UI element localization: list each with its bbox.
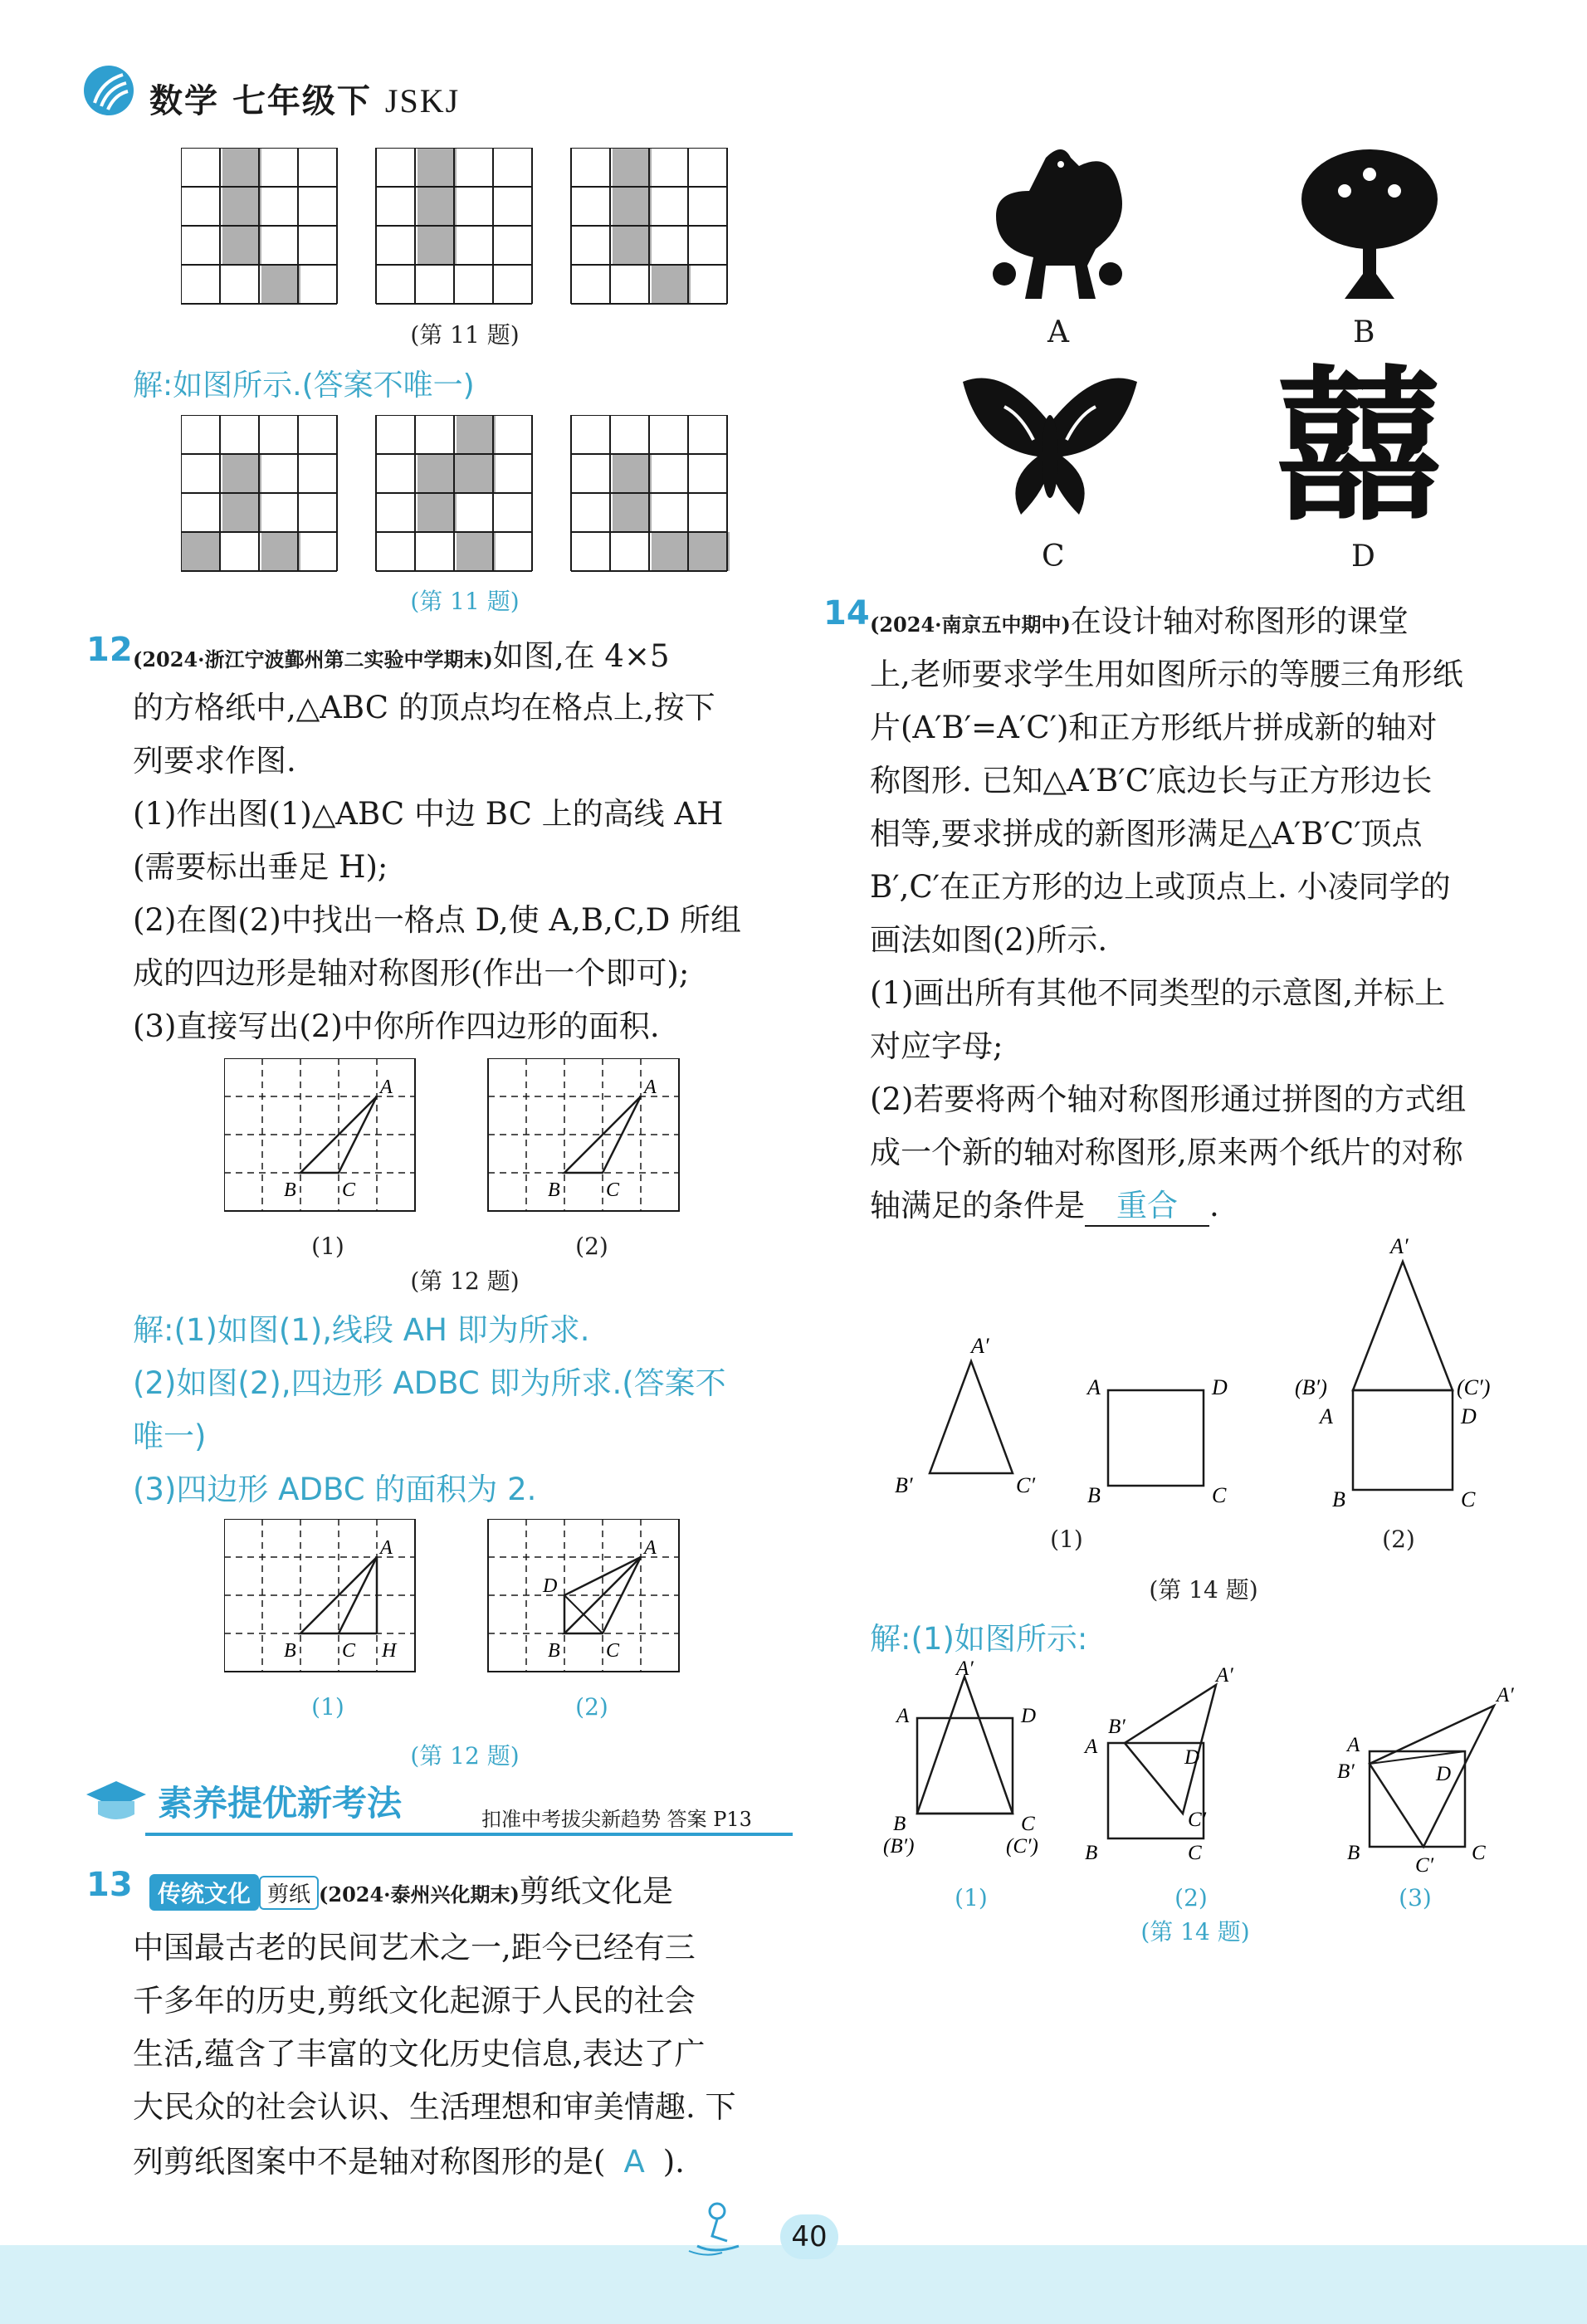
label-B1: B′ [1337,1760,1355,1783]
q14-first-line [870,596,1409,641]
q14-blank-answer: 重合 [1085,1180,1209,1227]
q13-line-2: 生活,蕴含了丰富的文化历史信息,表达了广 [133,2036,706,2072]
label-B: B [284,1640,296,1662]
q14-number: 14 [823,594,870,632]
label-C: C [1461,1487,1476,1511]
q11-question-grids [181,148,745,314]
q14-line-0: 上,老师要求学生用如图所示的等腰三角形纸 [870,657,1463,692]
q14-answer-fig-label-1: (1) [955,1884,988,1911]
label-pC1: (C′) [1457,1375,1491,1399]
label-C: C [1188,1842,1202,1864]
label-B: B [893,1813,906,1835]
label-pB1: (B′) [1295,1375,1327,1399]
q14-answer-figures [880,1660,1544,1876]
q14-line-6: (1)画出所有其他不同类型的示意图,并标上 [870,975,1446,1011]
q13-answer: A [623,2144,645,2180]
label-A: A [380,1537,393,1559]
q12-answer-caption: (第 12 题) [410,1742,520,1770]
q11-answer: 解:如图所示.(答案不唯一) [133,369,475,403]
q11-caption: (第 11 题) [410,321,520,349]
q14-answer-fig-3 [1337,1684,1514,1876]
q13-first-line [149,1866,673,1911]
q14-answer-fig-label-3: (3) [1399,1884,1432,1911]
header-subject: 数学 [149,82,219,120]
q14-last-after: . [1209,1188,1219,1223]
rowing-figure-icon [681,2200,747,2258]
butterfly-papercut-icon [955,365,1145,531]
q13-last-line [133,2136,685,2181]
q12-line-7: (3)直接写出(2)中你所作四边形的面积. [133,1008,660,1044]
q12-line-4: (需要标出垂足 H); [133,849,388,885]
q13-first: 剪纸文化是 [519,1873,673,1909]
q14-line-8: (2)若要将两个轴对称图形通过拼图的方式组 [870,1081,1467,1117]
label-C: C [1021,1813,1035,1835]
q12-question-figures [224,1058,706,1224]
q14-answer-fig-2 [1083,1664,1233,1864]
label-pB1: (B′) [883,1835,915,1858]
header-grade: 七年级下 [232,82,372,120]
q14-line-5: 画法如图(2)所示. [870,922,1108,958]
q14-answer-fig-1 [883,1660,1038,1858]
q13-tag-culture: 传统文化 [149,1874,259,1911]
q12-answer-1: 解:(1)如图(1),线段 AH 即为所求. [133,1312,590,1348]
q11-answer-caption: (第 11 题) [410,588,520,615]
q12-fig-1 [224,1058,415,1211]
option-label-C: C [1042,540,1065,574]
label-A1: A′ [1216,1664,1233,1687]
q13-line-0: 中国最古老的民间艺术之一,距今已经有三 [133,1930,696,1965]
label-B: B [548,1640,560,1662]
q12-answer-fig-label-2: (2) [575,1693,608,1721]
label-C: C [606,1640,620,1662]
q12-line-6: 成的四边形是轴对称图形(作出一个即可); [133,955,690,991]
double-happiness-papercut: 囍 [1275,351,1442,544]
label-B: B [1087,1483,1101,1507]
graduation-cap-icon [83,1776,149,1826]
option-label-B: B [1353,315,1375,349]
q12-fig-label-1: (1) [311,1233,344,1260]
q12-line-0: 如图,在 4×5 [492,638,670,674]
q11-answer-grids [181,415,745,581]
q14-fig-label-2: (2) [1382,1526,1415,1553]
section-answer-ref: 答案 P13 [667,1808,752,1831]
label-A1: A′ [971,1334,989,1358]
q14-line-7: 对应字母; [870,1028,1003,1064]
q11-answer-grid-1 [181,415,337,571]
option-label-A: A [1047,315,1069,349]
q12-answer-fig-label-1: (1) [311,1693,344,1721]
q12-fig-2 [488,1058,679,1211]
label-A: A [1087,1375,1101,1399]
q14-last-before: 轴满足的条件是 [870,1188,1085,1223]
q14-answer-fig-label-2: (2) [1174,1884,1208,1911]
q11-answer-grid-3 [571,415,730,571]
q11-grid-3 [571,148,727,304]
label-D: D [543,1575,558,1597]
q12-number: 12 [86,631,133,669]
q14-last-line [870,1180,1219,1227]
q12-answer-fig-1 [224,1519,415,1672]
q13-number: 13 [86,1866,133,1904]
section-underline [145,1833,793,1836]
label-A: A [644,1077,657,1098]
q13-line-3: 大民众的社会认识、生活理想和审美情趣. 下 [133,2089,736,2125]
q11-grid-1 [181,148,337,304]
label-C: C [606,1179,620,1201]
label-B: B [284,1179,296,1201]
q12-answer-3: 唯一) [133,1418,207,1454]
q14-source: (2024·南京五中期中) [870,613,1071,637]
q14-first: 在设计轴对称图形的课堂 [1070,603,1409,639]
label-D: D [1021,1705,1037,1727]
q12-caption: (第 12 题) [410,1267,520,1295]
logo-icon [83,65,134,116]
label-A: A [1347,1734,1360,1756]
q12-fig-label-2: (2) [575,1233,608,1260]
q14-line-2: 称图形. 已知△A′B′C′底边长与正方形边长 [870,763,1433,798]
label-B: B [1085,1842,1098,1864]
q12-line-2: 列要求作图. [133,743,296,779]
label-A: A [644,1537,657,1559]
q13-line-1: 千多年的历史,剪纸文化起源于人民的社会 [133,1983,696,2019]
label-A: A [896,1705,910,1727]
q12-answer-fig-2 [488,1519,679,1672]
label-C1: C′ [1415,1854,1434,1876]
label-C: C [1212,1483,1227,1507]
q12-line-1: 的方格纸中,△ABC 的顶点均在格点上,按下 [133,690,715,725]
label-B: B [548,1179,560,1201]
q14-caption: (第 14 题) [1149,1576,1258,1604]
q14-line-3: 相等,要求拼成的新图形满足△A′B′C′顶点 [870,816,1423,852]
label-D: D [1436,1763,1452,1785]
q12-answer-2: (2)如图(2),四边形 ADBC 即为所求.(答案不 [133,1365,726,1401]
label-C: C [1472,1842,1486,1864]
q14-answer-caption: (第 14 题) [1140,1918,1250,1946]
label-A: A [380,1077,393,1098]
option-label-D: D [1351,540,1375,574]
q14-line-4: B′,C′在正方形的边上或顶点上. 小凌同学的 [870,869,1451,905]
tree-papercut-icon [1295,141,1444,307]
label-A1: A′ [956,1660,974,1680]
label-B1: B′ [895,1473,913,1497]
q12-answer-4: (3)四边形 ADBC 的面积为 2. [133,1472,537,1507]
section-subtitle [481,1803,752,1832]
q14-fig-square [1086,1375,1228,1507]
label-A: A [1320,1404,1333,1428]
q14-fig-2 [1295,1234,1490,1511]
q14-line-1: 片(A′B′=A′C′)和正方形纸片拼成新的轴对 [870,710,1438,745]
label-A: A [1085,1736,1098,1758]
page-number: 40 [780,2214,838,2259]
q14-answer-line: 解:(1)如图所示: [870,1621,1088,1657]
label-pC1: (C′) [1006,1835,1038,1858]
label-B: B [1332,1487,1345,1511]
q12-line-3: (1)作出图(1)△ABC 中边 BC 上的高线 AH [133,796,724,832]
q12-answer-figures [224,1519,706,1685]
q14-line-9: 成一个新的轴对称图形,原来两个纸片的对称 [870,1135,1463,1170]
label-B: B [1347,1842,1360,1864]
q13-tag-papercut: 剪纸 [259,1876,319,1910]
label-A1: A′ [1390,1234,1409,1258]
label-B1: B′ [1108,1716,1126,1738]
q14-fig-label-1: (1) [1050,1526,1083,1553]
label-D: D [1184,1746,1200,1769]
q14-question-figures [880,1228,1527,1544]
q13-source: (2024·泰州兴化期末) [319,1882,520,1907]
label-D: D [1461,1404,1477,1428]
q11-answer-grid-2 [376,415,532,571]
label-C1: C′ [1188,1809,1207,1831]
q13-last-after: ). [662,2144,685,2180]
label-D: D [1212,1375,1228,1399]
q14-fig-1 [895,1334,1035,1497]
section-subtitle-text: 扣准中考拔尖新趋势 [481,1808,661,1831]
section-title: 素养提优新考法 [158,1783,403,1824]
q12-source: (2024·浙江宁波鄞州第二实验中学期末) [133,647,493,671]
label-C1: C′ [1016,1473,1036,1497]
label-C: C [342,1640,356,1662]
label-A1: A′ [1497,1684,1514,1706]
page-header [149,75,460,122]
q13-last-before: 列剪纸图案中不是轴对称图形的是( [133,2144,606,2180]
q12-first-line [133,631,669,676]
header-code: JSKJ [384,82,461,120]
label-C: C [342,1179,356,1201]
label-H: H [382,1640,397,1662]
q12-line-5: (2)在图(2)中找出一格点 D,使 A,B,C,D 所组 [133,902,742,938]
rooster-papercut-icon [971,141,1137,307]
q11-grid-2 [376,148,532,304]
